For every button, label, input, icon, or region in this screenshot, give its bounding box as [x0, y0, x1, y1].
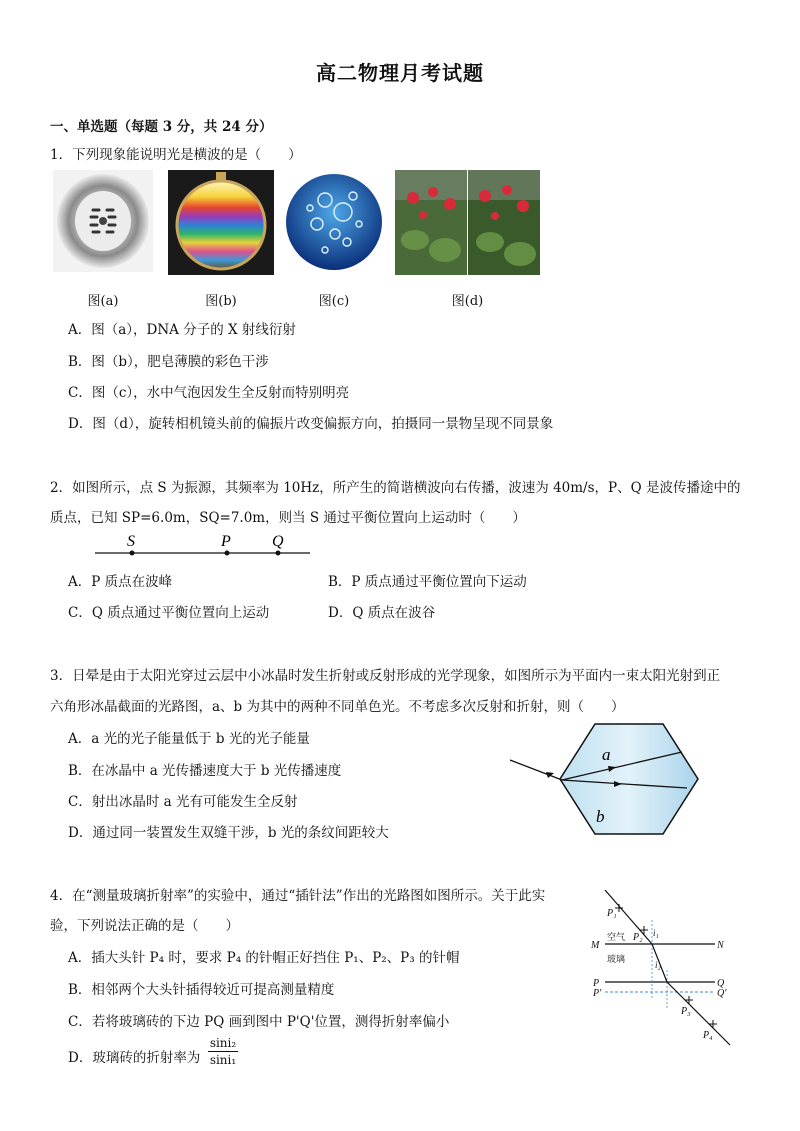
q4-label-n: N	[717, 940, 724, 951]
q2-label-s: S	[127, 533, 135, 550]
q4-label-p2: P₂	[633, 932, 643, 943]
q4-label-q-prime: Q'	[717, 988, 727, 999]
q3-label-b: b	[596, 807, 605, 826]
q4-option-b[interactable]: B．相邻两个大头针插得较近可提高测量精度	[68, 982, 335, 998]
q2-option-a[interactable]: A．P 质点在波峰	[68, 574, 173, 590]
q3-stem-line2: 六角形冰晶截面的光路图，a、b 为其中的两种不同单色光。不考虑多次反射和折射，则（ ）	[50, 699, 625, 715]
q1-option-a[interactable]: A．图（a），DNA 分子的 X 射线衍射	[68, 322, 296, 338]
q4-label-q: Q	[717, 978, 725, 989]
q2-option-c[interactable]: C．Q 质点通过平衡位置向上运动	[68, 605, 270, 621]
q3-option-d[interactable]: D．通过同一装置发生双缝干涉，b 光的条纹间距较大	[68, 825, 389, 841]
q1-figure-c-bubbles	[285, 172, 383, 272]
q1-stem: 1．下列现象能说明光是横波的是（ ）	[50, 147, 302, 163]
q2-label-p: P	[221, 533, 231, 550]
q4-label-glass: 玻璃	[607, 954, 626, 964]
q4-option-d[interactable]: D．玻璃砖的折射率为	[68, 1050, 201, 1066]
q2-stem-line1: 2．如图所示，点 S 为振源，其频率为 10Hz，所产生的简谐横波向右传播，波速为 40m/s，P、Q 是波传播途中的	[50, 480, 741, 496]
q4-label-p4: P₄	[703, 1030, 713, 1041]
q4-label-p: P	[593, 978, 600, 989]
q1-figure-d-roses	[395, 170, 540, 275]
q4-label-i2: i₂	[655, 960, 661, 970]
q2-wave-line-diagram	[95, 528, 315, 564]
q4-label-m: M	[591, 940, 600, 951]
q4-fraction-numerator: sini₂	[209, 1036, 237, 1050]
q1-option-b[interactable]: B．图（b），肥皂薄膜的彩色干涉	[68, 354, 269, 370]
q3-label-a: a	[602, 745, 611, 764]
q2-option-d[interactable]: D．Q 质点在波谷	[328, 605, 436, 621]
q1-caption-a: 图(a)	[87, 294, 119, 309]
q4-label-p1: P₁	[607, 908, 617, 919]
q4-stem-line2: 验，下列说法正确的是（ ）	[50, 918, 239, 934]
q3-option-b[interactable]: B．在冰晶中 a 光传播速度大于 b 光传播速度	[68, 763, 342, 779]
q4-label-p-prime: P'	[593, 988, 602, 999]
q4-refraction-pin-diagram	[585, 890, 740, 1050]
q1-caption-d: 图(d)	[451, 294, 484, 309]
q4-stem-line1: 4．在“测量玻璃折射率”的实验中，通过“插针法”作出的光路图如图所示。关于此实	[50, 888, 546, 904]
q4-label-p3: P₃	[681, 1006, 691, 1017]
q1-caption-b: 图(b)	[205, 294, 237, 309]
q4-label-i1: i₁	[653, 928, 659, 938]
q4-fraction-denominator: sini₁	[209, 1053, 237, 1067]
q4-fraction	[208, 1036, 238, 1067]
q3-stem-line1: 3．日晕是由于太阳光穿过云层中小冰晶时发生折射或反射形成的光学现象，如图所示为平面内一束太阳光射到正	[50, 668, 721, 684]
q1-figure-a-diffraction	[53, 170, 153, 272]
q4-option-c[interactable]: C．若将玻璃砖的下边 PQ 画到图中 P'Q'位置，测得折射率偏小	[68, 1014, 450, 1030]
q4-label-air: 空气	[607, 932, 626, 942]
q2-label-q: Q	[272, 533, 284, 550]
q1-caption-c: 图(c)	[318, 294, 350, 309]
q3-option-a[interactable]: A．a 光的光子能量低于 b 光的光子能量	[68, 731, 310, 747]
page-title: 高二物理月考试题	[316, 61, 484, 85]
q1-option-c[interactable]: C．图（c），水中气泡因发生全反射而特别明亮	[68, 385, 350, 401]
q3-hexagon-ice-crystal-diagram	[510, 722, 710, 838]
q1-figure-b-soap-film	[168, 170, 274, 275]
q2-option-b[interactable]: B．P 质点通过平衡位置向下运动	[328, 574, 527, 590]
q2-stem-line2: 质点，已知 SP=6.0m，SQ=7.0m，则当 S 通过平衡位置向上运动时（ ）	[50, 510, 526, 526]
q4-option-a[interactable]: A．插大头针 P₄ 时，要求 P₄ 的针帽正好挡住 P₁、P₂、P₃ 的针帽	[68, 950, 460, 966]
section-heading: 一、单选题（每题 3 分，共 24 分）	[50, 119, 273, 135]
q1-option-d[interactable]: D．图（d），旋转相机镜头前的偏振片改变偏振方向，拍摄同一景物呈现不同景象	[68, 416, 554, 432]
q3-option-c[interactable]: C．射出冰晶时 a 光有可能发生全反射	[68, 794, 298, 810]
